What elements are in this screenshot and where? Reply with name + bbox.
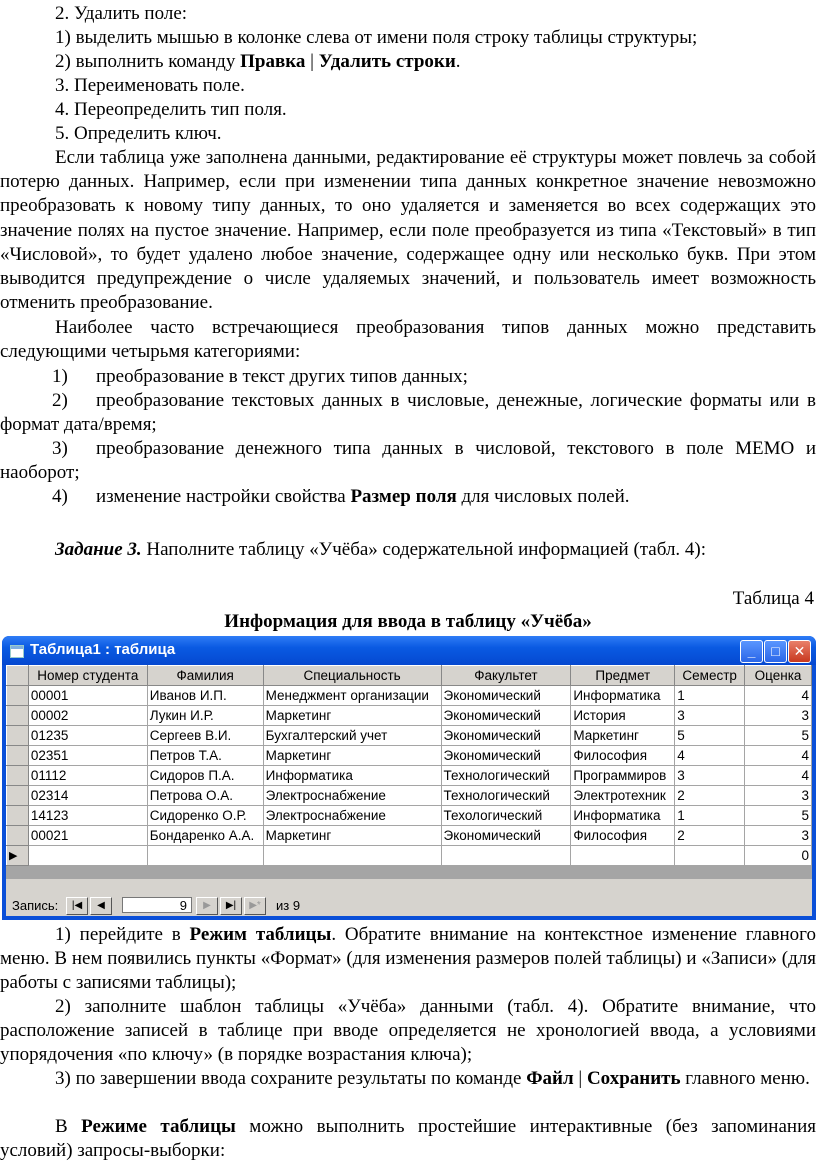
table-cell[interactable]: Экономический — [441, 826, 571, 846]
table-row[interactable] — [7, 686, 812, 706]
row-selector[interactable] — [7, 706, 29, 726]
table-window — [2, 636, 816, 920]
table-cell[interactable]: 00001 — [28, 686, 147, 706]
list-item: 3) преобразование денежного типа данных в числовой, текстового в поле МЕМО и наоборот; — [0, 438, 816, 484]
table-cell[interactable] — [675, 846, 745, 866]
table-cell[interactable]: 2 — [675, 786, 745, 806]
table-row[interactable] — [7, 706, 812, 726]
table-cell[interactable]: Технологический — [441, 786, 571, 806]
table-cell[interactable]: 00002 — [28, 706, 147, 726]
text-line: 1) выделить мышью в колонке слева от имени поля строку таблицы структуры; — [55, 27, 698, 48]
row-selector[interactable] — [7, 766, 29, 786]
table-cell[interactable]: Экономический — [441, 746, 571, 766]
table-cell[interactable]: Петров Т.А. — [147, 746, 263, 766]
table-cell[interactable]: 3 — [675, 766, 745, 786]
table-row[interactable] — [7, 766, 812, 786]
table-row[interactable] — [7, 826, 812, 846]
table-cell[interactable]: Информатика — [263, 766, 441, 786]
table-row[interactable] — [7, 746, 812, 766]
record-count: из 9 — [276, 898, 301, 913]
table-cell[interactable]: 3 — [675, 706, 745, 726]
table-cell[interactable]: Сергеев В.И. — [147, 726, 263, 746]
paragraph: 2) заполните шаблон таблицы «Учёба» данными (табл. 4). Обратите внимание, что расположение записей в таблице при вводе определяется не хронологией ввода, а условиями упорядочения «по ключу» (в порядке возрастания ключа); — [0, 996, 816, 1066]
table-cell[interactable]: 00021 — [28, 826, 147, 846]
table-cell[interactable]: 02351 — [28, 746, 147, 766]
table-cell[interactable]: 5 — [675, 726, 745, 746]
header-row — [7, 666, 812, 686]
text-line: 5. Определить ключ. — [55, 123, 222, 144]
table-cell[interactable]: 01235 — [28, 726, 147, 746]
row-selector[interactable] — [7, 686, 29, 706]
table-cell[interactable]: 4 — [675, 746, 745, 766]
table-cell[interactable]: Маркетинг — [263, 746, 441, 766]
paragraph: Если таблица уже заполнена данными, редактирование её структуры может повлечь за собой потерю данных. Например, если при изменении типа данных конкретное значение невозможно преобразовать к новому типу данных, то оно удаляется и заменяется во всех содержащих это значение полях на пустое значение. Например, если поле преобразуется из типа «Текстовый» в тип «Числовой», то будет удалено любое значение, содержащее одну или несколько букв. При этом выводится предупреждение о числе удаляемых значений, и пользователь имеет возможность отменить преобразование. — [0, 147, 816, 314]
table-cell[interactable]: Информатика — [571, 686, 675, 706]
table-icon — [10, 645, 24, 658]
table-cell[interactable]: Бондаренко А.А. — [147, 826, 263, 846]
table-cell[interactable]: Петрова О.А. — [147, 786, 263, 806]
table-cell[interactable]: Экономический — [441, 706, 571, 726]
text-line: 2) выполнить команду Правка | Удалить строки. — [55, 51, 461, 72]
table-number: Таблица 4 — [732, 588, 814, 609]
list-item: 1) преобразование в текст других типов данных; — [52, 366, 468, 387]
maximize-button[interactable]: □ — [764, 640, 787, 663]
row-selector[interactable] — [7, 786, 29, 806]
prev-record-icon[interactable]: ◀ — [90, 897, 112, 915]
table-cell[interactable]: Маркетинг — [263, 826, 441, 846]
table-cell[interactable]: Экономический — [441, 726, 571, 746]
row-selector[interactable]: ▶ — [7, 846, 29, 866]
table-title: Информация для ввода в таблицу «Учёба» — [224, 611, 592, 632]
text-line: 3. Переименовать поле. — [55, 75, 245, 96]
table-cell[interactable]: 02314 — [28, 786, 147, 806]
table-row[interactable] — [7, 806, 812, 826]
window-client — [6, 665, 812, 916]
table-cell[interactable]: 4 — [745, 746, 812, 766]
record-number-input[interactable]: 9 — [122, 897, 192, 913]
table-cell[interactable]: 5 — [745, 806, 812, 826]
table-cell[interactable]: 5 — [745, 726, 812, 746]
row-selector[interactable] — [7, 826, 29, 846]
table-cell[interactable]: 2 — [675, 826, 745, 846]
first-record-icon[interactable]: |◀ — [66, 897, 88, 915]
table-cell[interactable]: 3 — [745, 786, 812, 806]
row-selector[interactable] — [7, 806, 29, 826]
table-cell[interactable]: Бухгалтерский учет — [263, 726, 441, 746]
table-cell[interactable]: 3 — [745, 706, 812, 726]
table-cell[interactable]: Лукин И.Р. — [147, 706, 263, 726]
window-titlebar[interactable] — [2, 636, 816, 665]
column-header[interactable]: Номер студента — [28, 666, 147, 686]
table-cell[interactable]: Философия — [571, 746, 675, 766]
table-cell[interactable]: 4 — [745, 686, 812, 706]
table-cell[interactable]: 4 — [745, 766, 812, 786]
table-cell[interactable]: 1 — [675, 806, 745, 826]
paragraph: Наиболее часто встречающиеся преобразования типов данных можно представить следующими четырьмя категориями: — [0, 317, 816, 363]
minimize-button[interactable]: _ — [740, 640, 763, 663]
table-cell[interactable]: 1 — [675, 686, 745, 706]
paragraph: 3) по завершении ввода сохраните результаты по команде Файл | Сохранить главного меню. — [55, 1068, 810, 1089]
table-cell[interactable] — [147, 846, 263, 866]
table-cell[interactable]: Электроснабжение — [263, 786, 441, 806]
corner-selector[interactable] — [7, 666, 29, 686]
table-cell[interactable]: История — [571, 706, 675, 726]
table-cell[interactable]: Электротехник — [571, 786, 675, 806]
new-record-icon[interactable]: ▶* — [244, 897, 266, 915]
table-cell[interactable]: Сидоренко О.Р. — [147, 806, 263, 826]
table-cell[interactable]: Менеджмент организации — [263, 686, 441, 706]
record-navigator — [6, 896, 812, 916]
table-cell[interactable]: Маркетинг — [571, 726, 675, 746]
task-line: Задание 3. Наполните таблицу «Учёба» содержательной информацией (табл. 4): — [55, 539, 707, 560]
table-cell[interactable]: Маркетинг — [263, 706, 441, 726]
new-record-row[interactable] — [7, 846, 812, 866]
column-header[interactable]: Оценка — [745, 666, 812, 686]
table-cell[interactable]: Информатика — [571, 806, 675, 826]
table-cell[interactable]: Техологический — [441, 806, 571, 826]
paragraph: В Режиме таблицы можно выполнить простейшие интерактивные (без запоминания условий) запросы-выборки: — [0, 1116, 816, 1162]
row-selector[interactable] — [7, 726, 29, 746]
next-record-icon[interactable]: ▶ — [196, 897, 218, 915]
table-cell[interactable]: Философия — [571, 826, 675, 846]
column-header[interactable]: Семестр — [675, 666, 745, 686]
table-cell[interactable]: Сидоров П.А. — [147, 766, 263, 786]
column-header[interactable]: Предмет — [571, 666, 675, 686]
table-cell[interactable]: Программиров — [571, 766, 675, 786]
table-cell[interactable]: 0 — [745, 846, 812, 866]
table-row[interactable] — [7, 786, 812, 806]
record-label: Запись: — [12, 898, 59, 913]
column-header[interactable]: Специальность — [263, 666, 441, 686]
paragraph: 1) перейдите в Режим таблицы. Обратите внимание на контекстное изменение главного меню. В нем появились пункты «Формат» (для изменения размеров полей таблицы) и «Записи» (для работы с записями таблицы); — [0, 924, 816, 994]
list-item: 4) изменение настройки свойства Размер поля для числовых полей. — [52, 486, 630, 507]
table-cell[interactable] — [571, 846, 675, 866]
close-button[interactable]: ✕ — [788, 640, 811, 663]
table-cell[interactable] — [441, 846, 571, 866]
table-cell[interactable]: Технологический — [441, 766, 571, 786]
last-record-icon[interactable]: ▶| — [220, 897, 242, 915]
datasheet-table — [6, 665, 812, 866]
table-cell[interactable] — [28, 846, 147, 866]
row-selector[interactable] — [7, 746, 29, 766]
table-row[interactable] — [7, 726, 812, 746]
table-cell[interactable] — [263, 846, 441, 866]
table-cell[interactable]: 3 — [745, 826, 812, 846]
window-title: Таблица1 : таблица — [30, 641, 176, 658]
column-header[interactable]: Факультет — [441, 666, 571, 686]
column-header[interactable]: Фамилия — [147, 666, 263, 686]
table-cell[interactable]: 01112 — [28, 766, 147, 786]
table-cell[interactable]: Экономический — [441, 686, 571, 706]
datasheet — [6, 665, 812, 879]
text-line: 4. Переопределить тип поля. — [55, 99, 287, 120]
table-cell[interactable]: Электроснабжение — [263, 806, 441, 826]
text-line: 2. Удалить поле: — [55, 3, 188, 24]
list-item: 2) преобразование текстовых данных в числовые, денежные, логические форматы или в формат дата/время; — [0, 390, 816, 436]
table-cell[interactable]: Иванов И.П. — [147, 686, 263, 706]
table-cell[interactable]: 14123 — [28, 806, 147, 826]
